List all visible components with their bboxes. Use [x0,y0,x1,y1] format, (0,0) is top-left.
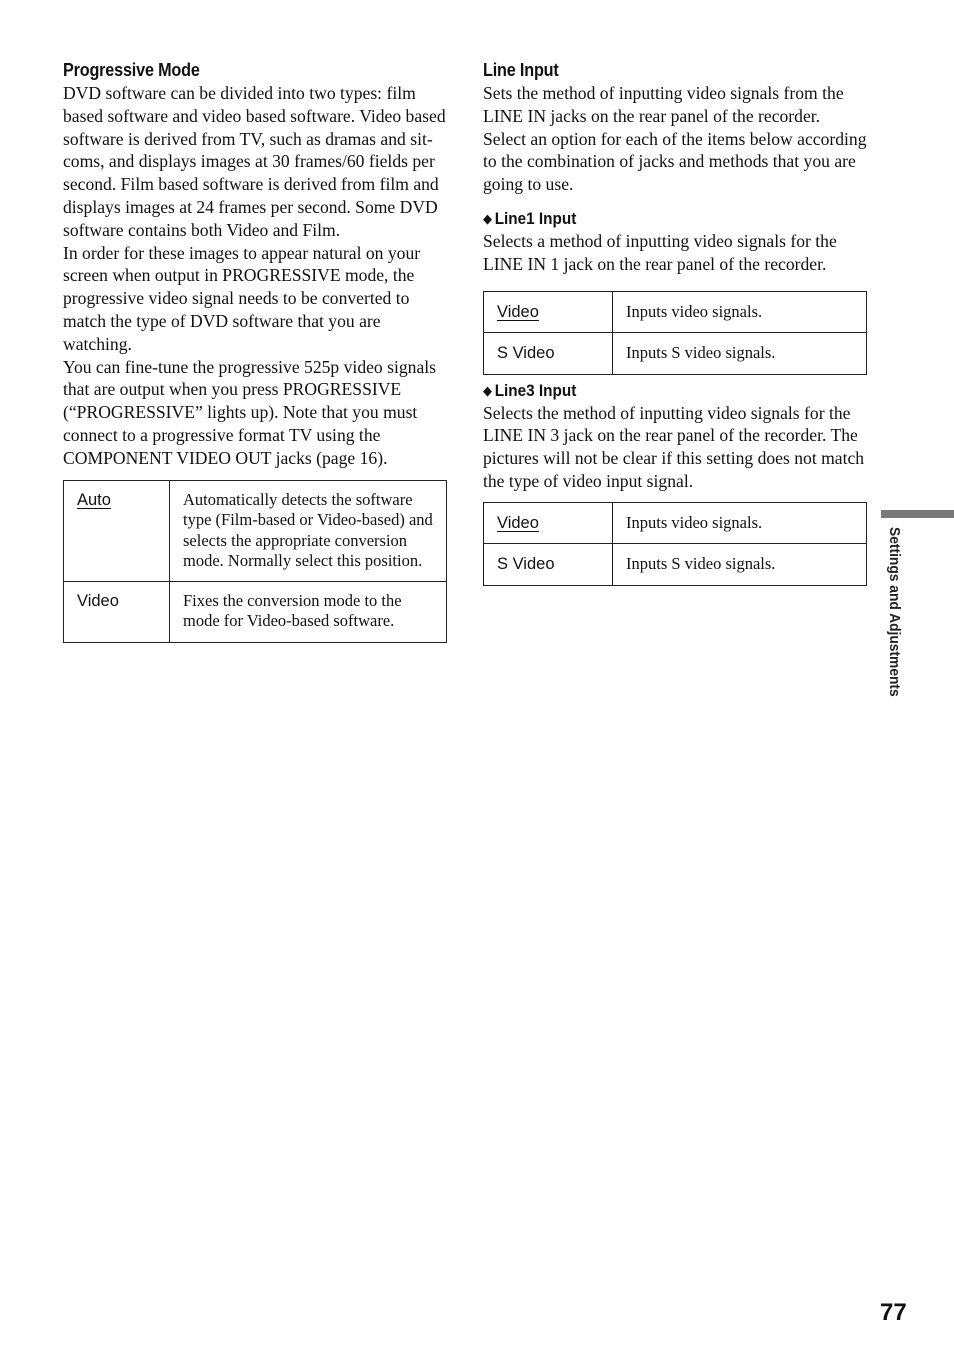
table-row [484,333,867,375]
option-key [484,502,613,544]
line1-options-table [483,291,867,375]
option-description: Inputs S video signals. [613,544,867,586]
table-row [64,480,447,581]
option-description: Inputs video signals. [613,291,867,333]
option-key [484,291,613,333]
option-key [64,581,170,642]
table-row [484,544,867,586]
page-number: 77 [880,1299,907,1326]
table-row [484,502,867,544]
diamond-bullet-icon: ◆ [483,382,492,398]
side-tab-bar [881,510,954,518]
option-key-s-video: S Video [497,344,555,363]
line1-input-heading-text: Line1 Input [494,208,577,228]
line3-input-heading [483,380,829,402]
progressive-paragraph-2: In order for these images to appear natural on your screen when output in PROGRESSIVE mode, the progressive video signal needs to be converted to match the type of DVD software that you are watching. [63,242,421,354]
option-description: Inputs S video signals. [613,333,867,375]
option-key [484,544,613,586]
option-key-auto: Auto [77,490,111,509]
line-input-section [483,58,867,586]
progressive-mode-heading: Progressive Mode [63,60,200,80]
option-key-s-video: S Video [497,555,555,574]
line-input-paragraph: Sets the method of inputting video signals from the LINE IN jacks on the rear panel of the recorder. Select an option for each of the items below according to the combination of jacks and methods that you are going to use. [483,83,867,195]
diamond-bullet-icon: ◆ [483,210,492,226]
line3-input-paragraph: Selects the method of inputting video signals for the LINE IN 3 jack on the rear panel of the recorder. The pictures will not be clear if this setting does not match the type of video input signal. [483,402,865,491]
option-key-video: Video [497,302,539,321]
progressive-mode-section [63,58,447,643]
option-key [484,333,613,375]
line3-input-heading-text: Line3 Input [494,380,577,400]
line1-input-heading [483,208,829,230]
option-key-video: Video [497,513,539,532]
table-row [484,291,867,333]
line1-input-paragraph: Selects a method of inputting video signals for the LINE IN 1 jack on the rear panel of the recorder. [483,230,837,274]
option-key [64,480,170,581]
option-description: Fixes the conversion mode to the mode for Video-based software. [170,581,447,642]
table-row [64,581,447,642]
line-input-heading: Line Input [483,60,559,80]
progressive-options-table [63,480,447,643]
option-description: Automatically detects the software type (Film-based or Video-based) and selects the appropriate conversion mode. Normally select this position. [170,480,447,581]
side-tab-label: Settings and Adjustments [886,527,903,697]
progressive-paragraph-1: DVD software can be divided into two types: film based software and video based software. Video based software is derived from TV, such as dramas and sit-coms, and displays images at 30 frames/60 fields per second. Film based software is derived from film and displays images at 24 frames per second. Some DVD software contains both Video and Film. [63,83,446,240]
option-key-video: Video [77,591,119,610]
line3-options-table [483,502,867,586]
progressive-paragraph-3: You can fine-tune the progressive 525p video signals that are output when you press PROGRESSIVE (“PROGRESSIVE” lights up). Note that you must connect to a progressive format TV using the COMPONENT VIDEO OUT jacks (page 16). [63,356,436,468]
option-description: Inputs video signals. [613,502,867,544]
